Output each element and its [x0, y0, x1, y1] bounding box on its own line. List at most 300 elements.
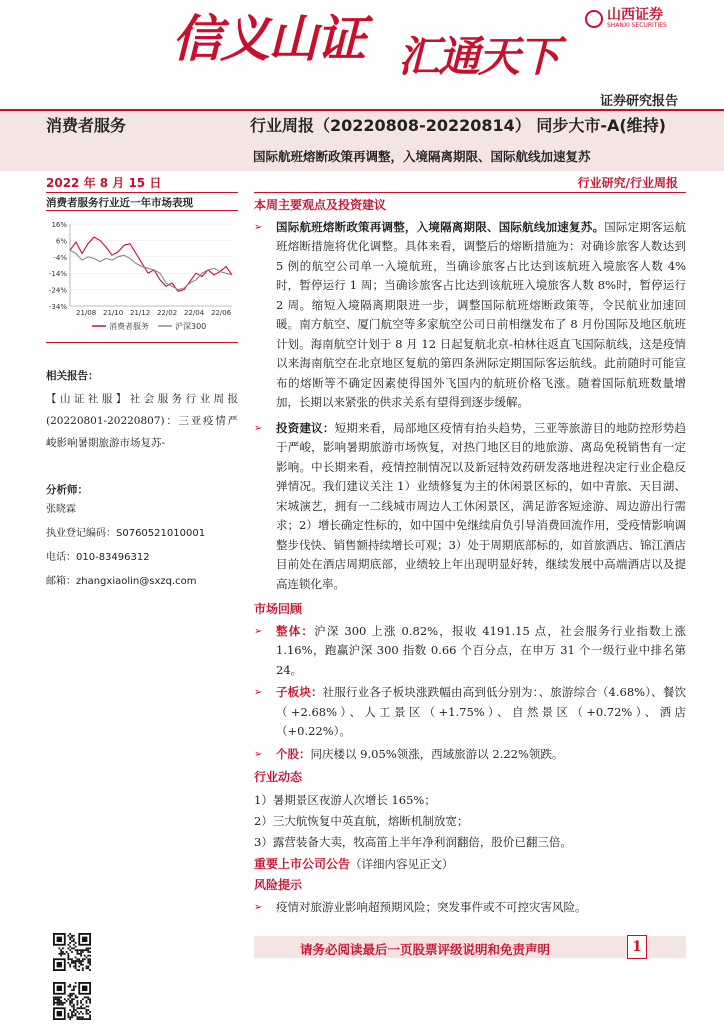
views-bullet-1-text: 国际定期客运航班熔断措施将优化调整。具体来看，调整后的熔断措施为：对确诊旅客人数达到 5 例的航空公司单一入境航班，当确诊旅客占比达到该航班入境旅客人数 4%时，暂停运行 1 周；当确诊旅客占比达到该航班入境旅客人数 8%时，暂停运行 2 周。缩短入境隔离期限进一步，调整国际航班熔断政策等，令民航业加速回暖。南方航空、厦门航空等多家航空公司日前相继发布了 8 月份国际及地区航班计划。海南航空计划于 8 月 12 日起复航北京-柏林往返直飞国际航线，这是疫情以来海南航空在北京地区复航的第四条洲际定期国际客运航线。此前随时可能宣布的熔断等不确定因素使得国外飞国内的航班价格飞涨。随着国际航班数量增加，长期以来紧张的供求关系有望得到逐步缓解。: [276, 219, 687, 409]
qr-module: [73, 966, 75, 968]
qr-module: [80, 962, 82, 964]
qr-module: [86, 967, 88, 969]
qr-module: [69, 949, 71, 951]
qr-module: [84, 949, 86, 951]
qr-module: [82, 964, 84, 966]
qr-module: [60, 996, 62, 998]
qr-module: [64, 998, 66, 1000]
qr-module: [82, 937, 87, 942]
qr-module: [73, 947, 75, 949]
qr-module: [80, 1002, 82, 1004]
qr-module: [73, 1015, 75, 1017]
market-bullet-1: [254, 622, 686, 681]
section-industry-title: 行业动态: [254, 770, 303, 784]
qr-module: [57, 1011, 62, 1016]
qr-module: [86, 1009, 88, 1011]
qr-module: [60, 953, 62, 955]
qr-module: [75, 1015, 77, 1017]
qr-module: [82, 1007, 84, 1009]
qr-module: [75, 1009, 77, 1011]
qr-module: [77, 949, 79, 951]
market-bullet-2: [254, 683, 686, 742]
qr-module: [80, 1018, 82, 1020]
qr-module: [67, 986, 69, 988]
qr-module: [53, 1004, 55, 1006]
chart-bottom-rule: [46, 342, 238, 343]
report-subtitle: 国际航班熔断政策再调整，入境隔离期限、国际航线加速复苏: [253, 149, 591, 164]
qr-module: [77, 960, 79, 962]
qr-module: [86, 1002, 88, 1004]
x-tick-label: 21/08: [76, 309, 97, 317]
qr-module: [80, 960, 82, 962]
qr-module: [78, 960, 80, 962]
qr-module: [57, 1002, 59, 1004]
y-tick-label: -34%: [48, 303, 67, 311]
qr-module: [78, 1007, 80, 1009]
qr-module: [87, 966, 89, 968]
qr-module: [71, 947, 73, 949]
qr-module: [75, 962, 77, 964]
market-performance-chart: [40, 214, 238, 338]
qr-module: [77, 969, 79, 971]
qr-module: [71, 935, 73, 937]
qr-module: [58, 998, 60, 1000]
qr-module: [86, 957, 88, 959]
qr-module: [89, 1015, 91, 1017]
title-band-rule: [0, 109, 724, 111]
qr-module: [87, 958, 89, 960]
industry-item-2: 2）三大航恢复中英直航，熔断机制放宽；: [254, 813, 469, 828]
qr-module: [89, 962, 91, 964]
qr-module: [75, 957, 77, 959]
qr-module: [73, 1006, 75, 1008]
qr-module: [73, 1007, 75, 1009]
qr-module: [78, 1018, 80, 1020]
qr-module: [89, 1018, 91, 1020]
qr-module: [82, 1013, 84, 1015]
y-tick-label: 6%: [55, 237, 67, 246]
qr-module: [80, 1000, 82, 1002]
qr-module: [84, 1018, 86, 1020]
qr-module: [78, 966, 80, 968]
qr-module: [87, 967, 89, 969]
logo-mark-icon: [585, 10, 603, 28]
qr-module: [89, 955, 91, 957]
qr-module: [75, 960, 77, 962]
qr-module: [58, 947, 60, 949]
qr-module: [57, 962, 62, 967]
qr-module: [69, 933, 71, 935]
sector-name: 消费者服务: [46, 116, 127, 135]
qr-module: [71, 940, 73, 942]
qr-module: [55, 998, 57, 1000]
views-bullet-2-lead: 投资建议：: [276, 420, 335, 435]
right-rule: [254, 192, 686, 193]
qr-module: [73, 962, 75, 964]
qr-module: [75, 946, 77, 948]
company-logo: [585, 8, 667, 29]
qr-module: [62, 1004, 64, 1006]
logo-cn: 山西证券: [607, 7, 663, 23]
qr-module: [58, 1004, 60, 1006]
qr-module: [69, 1000, 71, 1002]
qr-module: [86, 1011, 88, 1013]
qr-module: [87, 1009, 89, 1011]
qr-module: [60, 955, 62, 957]
triangle-right-icon: ➢: [254, 221, 263, 233]
qr-module: [75, 964, 77, 966]
qr-module: [82, 969, 84, 971]
qr-module: [75, 996, 77, 998]
qr-module: [67, 957, 69, 959]
qr-module: [87, 947, 89, 949]
qr-module: [67, 998, 69, 1000]
qr-module: [69, 942, 71, 944]
qr-module: [87, 949, 89, 951]
market-bullet-1-text: 沪深 300 上涨 0.82%，报收 4191.15 点，社会服务行业指数上涨 1.16%，跑赢沪深 300 指数 0.66 个百分点，在申万 31 个一级行业中排名第 24。: [276, 623, 686, 677]
qr-module: [77, 1007, 79, 1009]
qr-module: [71, 937, 73, 939]
risk-text: 疫情对旅游业影响超预期风险；突发事件或不可控灾害风险。: [276, 899, 587, 914]
x-tick-label: 21/10: [103, 309, 124, 317]
qr-module: [86, 996, 88, 998]
analyst-email[interactable]: 邮箱：zhangxiaolin@sxzq.com: [46, 576, 197, 587]
qr-module: [77, 958, 79, 960]
qr-module: [67, 953, 69, 955]
qr-module: [73, 938, 75, 940]
qr-module: [87, 955, 89, 957]
qr-module: [55, 996, 57, 998]
qr-module: [77, 996, 79, 998]
qr-module: [57, 1004, 59, 1006]
qr-module: [89, 951, 91, 953]
qr-module: [80, 951, 82, 953]
section-risk-title: 风险提示: [254, 878, 303, 892]
qr-module: [89, 998, 91, 1000]
qr-module: [69, 993, 71, 995]
qr-module: [71, 993, 73, 995]
section-views-title: 本周主要观点及投资建议: [254, 198, 387, 212]
qr-module: [53, 1000, 55, 1002]
qr-module: [57, 986, 62, 991]
qr-module: [80, 1006, 82, 1008]
qr-module: [87, 1006, 89, 1008]
y-tick-label: -14%: [48, 270, 67, 279]
qr-module: [78, 969, 80, 971]
qr-module: [78, 962, 80, 964]
qr-module: [73, 935, 75, 937]
analyst-label: 分析师：: [46, 484, 88, 496]
qr-module: [69, 964, 71, 966]
qr-module: [89, 1016, 91, 1018]
qr-module: [75, 949, 77, 951]
qr-module: [78, 953, 80, 955]
qr-module: [84, 996, 86, 998]
report-title: 行业周报（20220808-20220814） 同步大市-A(维持): [250, 116, 666, 135]
y-tick-label: -24%: [48, 286, 67, 295]
qr-module: [82, 960, 84, 962]
qr-module: [89, 958, 91, 960]
section-market-title: 市场回顾: [254, 602, 303, 616]
qr-module: [84, 1007, 86, 1009]
qr-module: [86, 947, 88, 949]
qr-module: [80, 964, 82, 966]
triangle-right-icon: ➢: [254, 687, 263, 698]
qr-module: [77, 953, 79, 955]
qr-module: [64, 1002, 66, 1004]
qr-module: [67, 955, 69, 957]
qr-module: [86, 966, 88, 968]
qr-module: [73, 987, 75, 989]
qr-module: [69, 986, 71, 988]
qr-module: [58, 953, 60, 955]
qr-module: [77, 1018, 79, 1020]
analyst-phone: 电话：010-83496312: [46, 552, 150, 563]
qr-module: [73, 998, 75, 1000]
slogan-part2: 汇通天下: [398, 32, 559, 81]
qr-module: [62, 953, 64, 955]
qr-module: [60, 1004, 62, 1006]
qr-module: [66, 1000, 68, 1002]
related-label: 相关报告：: [46, 370, 99, 382]
qr-module: [67, 962, 69, 964]
left-rule: [46, 192, 238, 193]
qr-module: [67, 947, 69, 949]
industry-item-3: 3）露营装备大卖，牧高笛上半年净利润翻倍，股价已翻三倍。: [254, 834, 572, 849]
qr-module: [82, 986, 87, 991]
qr-module: [60, 1002, 62, 1004]
qr-module: [77, 1011, 79, 1013]
triangle-right-icon: ➢: [254, 748, 263, 760]
qr-module: [82, 951, 84, 953]
qr-module: [86, 1018, 88, 1020]
qr-module: [71, 1011, 73, 1013]
qr-module: [69, 1016, 71, 1018]
qr-module: [82, 967, 84, 969]
qr-module: [87, 1013, 89, 1015]
qr-module: [73, 993, 75, 995]
related-report-link[interactable]: 【山证社服】社会服务行业周报(20220801-20220807)：三亚疫情严峻影响暑期旅游市场复苏-: [46, 393, 238, 449]
qr-module: [80, 1011, 82, 1013]
qr-module: [80, 1007, 82, 1009]
qr-module: [69, 995, 71, 997]
qr-module: [71, 1013, 73, 1015]
qr-module: [60, 1000, 62, 1002]
analyst-name: 张晓霖: [46, 504, 76, 515]
qr-module: [80, 953, 82, 955]
qr-module: [69, 984, 71, 986]
qr-module: [71, 998, 73, 1000]
qr-module: [75, 982, 77, 984]
qr-module: [89, 1011, 91, 1013]
logo-en: SHANXI SECURITIES: [607, 22, 667, 29]
announcement-note: （详细内容见正文）: [350, 856, 454, 871]
qr-module: [73, 960, 75, 962]
qr-module: [75, 942, 77, 944]
x-tick-label: 21/12: [130, 309, 151, 317]
qr-module: [71, 995, 73, 997]
qr-module: [86, 1006, 88, 1008]
qr-module: [60, 949, 62, 951]
qr-module: [78, 1013, 80, 1015]
qr-module: [77, 1016, 79, 1018]
qr-module: [77, 1000, 79, 1002]
qr-module: [82, 998, 84, 1000]
qr-module: [69, 937, 71, 939]
qr-module: [71, 1006, 73, 1008]
qr-module: [86, 1000, 88, 1002]
qr-module: [73, 940, 75, 942]
qr-module: [80, 955, 82, 957]
market-bullet-1-lead: 整体：: [276, 623, 315, 638]
analyst-cert: 执业登记编码：S0760521010001: [46, 528, 206, 539]
qr-module: [82, 1004, 84, 1006]
qr-module: [73, 1009, 75, 1011]
qr-module: [53, 996, 55, 998]
risk-bullet: [254, 898, 686, 918]
qr-module: [71, 960, 73, 962]
qr-module: [71, 958, 73, 960]
qr-module: [73, 986, 75, 988]
qr-module: [89, 960, 91, 962]
qr-module: [78, 1016, 80, 1018]
qr-module: [89, 1000, 91, 1002]
qr-module: [69, 1009, 71, 1011]
triangle-right-icon: ➢: [254, 901, 263, 913]
qr-module: [57, 998, 59, 1000]
qr-module: [67, 1016, 69, 1018]
main-content: [254, 194, 686, 917]
qr-module: [87, 996, 89, 998]
market-bullet-3-lead: 个股：: [276, 746, 311, 761]
qr-module: [75, 995, 77, 997]
qr-module: [53, 998, 55, 1000]
triangle-right-icon: ➢: [254, 625, 263, 637]
qr-module: [87, 962, 89, 964]
industry-item-1: 1）暑期景区夜游人次增长 165%；: [254, 792, 436, 807]
report-date: 2022 年 8 月 15 日: [46, 176, 162, 190]
footer-disclaimer[interactable]: 请务必阅读最后一页股票评级说明和免责声明: [300, 942, 551, 957]
qr-module: [71, 1016, 73, 1018]
qr-module: [73, 1004, 75, 1006]
qr-module: [69, 996, 71, 998]
qr-module: [53, 1002, 55, 1004]
qr-module: [57, 1000, 59, 1002]
qr-module: [73, 944, 75, 946]
qr-module: [86, 949, 88, 951]
qr-module: [66, 951, 68, 953]
qr-module: [84, 958, 86, 960]
views-bullet-1: [254, 218, 686, 413]
qr-module: [57, 937, 62, 942]
qr-module: [75, 1013, 77, 1015]
legend-label: 消费者服务: [109, 322, 149, 331]
qr-module: [69, 1004, 71, 1006]
qr-module: [60, 951, 62, 953]
qr-module: [77, 951, 79, 953]
qr-module: [73, 1011, 75, 1013]
qr-module: [73, 989, 75, 991]
announcement-line: [254, 855, 686, 875]
market-bullet-3-text: 同庆楼以 9.05%领涨，西域旅游以 2.22%领跌。: [310, 746, 564, 761]
qr-module: [71, 1015, 73, 1017]
qr-module: [87, 1018, 89, 1020]
qr-module: [75, 967, 77, 969]
qr-module: [69, 1002, 71, 1004]
qr-module: [62, 947, 64, 949]
market-bullet-3: [254, 745, 686, 765]
page-number: 1: [627, 935, 647, 959]
x-tick-label: 22/04: [184, 309, 205, 317]
qr-module: [89, 964, 91, 966]
qr-module: [67, 958, 69, 960]
qr-module: [87, 960, 89, 962]
qr-module: [71, 951, 73, 953]
qr-module: [82, 1016, 84, 1018]
slogan-part1: 信义山证: [172, 9, 364, 68]
qr-module: [80, 1016, 82, 1018]
views-bullet-1-lead: 国际航班熔断政策再调整，入境隔离期限、国际航线加速复苏。: [276, 219, 605, 234]
qr-module: [89, 947, 91, 949]
qr-module: [77, 1004, 79, 1006]
qr-module: [82, 1018, 84, 1020]
qr-module: [58, 996, 60, 998]
qr-module: [71, 1000, 73, 1002]
market-bullet-2-text: 社服行业各子板块涨跌幅由高到低分别为：、旅游综合（4.68%）、餐饮（+2.68%）、人工景区（+1.75%）、自然景区（+0.72%）、酒店（+0.22%）。: [276, 685, 687, 738]
qr-module: [58, 1000, 60, 1002]
chart-rule: [46, 210, 238, 211]
qr-module: [75, 966, 77, 968]
chart-title: 消费者服务行业近一年市场表现: [46, 197, 193, 209]
qr-module: [87, 951, 89, 953]
qr-module: [89, 1002, 91, 1004]
report-category: 行业研究/行业周报: [577, 176, 678, 190]
qr-module: [69, 1018, 71, 1020]
x-tick-label: 22/02: [157, 309, 178, 317]
qr-module: [78, 958, 80, 960]
qr-module: [84, 955, 86, 957]
qr-module: [82, 949, 84, 951]
x-tick-label: 22/06: [211, 309, 232, 317]
qr-module: [67, 935, 69, 937]
market-bullet-2-lead: 子板块：: [276, 685, 323, 699]
qr-module: [80, 949, 82, 951]
views-bullet-2-text: 短期来看，局部地区疫情有抬头趋势，三亚等旅游目的地防控形势趋于严峻，影响暑期旅游市场恢复，对热门地区目的地旅游、离岛免税销售有一定影响。中长期来看，疫情控制情况以及新冠特效药研发落地进程决定行业企稳反弹情况。我们建议关注 1）业绩修复为主的休闲景区标的，如中青旅、天目湖、宋城演艺，拥有一二线城市周边人工休闲景区，满足游客短途游、周边游出行需求；2）增长确定性标的，如中国中免继续肩负引导消费回流作用，受疫情影响调整步伐快、销售额持续增长可观；3）处于周期底部标的，如首旅酒店、锦江酒店目前处在酒店周期底部，业绩较上年出现明显好转，继续发展中高端酒店以及提高连锁化率。: [276, 420, 687, 591]
qr-module: [67, 944, 69, 946]
qr-module: [62, 1002, 64, 1004]
qr-module: [55, 1002, 57, 1004]
qr-module: [86, 1013, 88, 1015]
qr-module: [77, 1002, 79, 1004]
y-tick-label: -4%: [53, 253, 67, 262]
qr-module: [71, 1002, 73, 1004]
qr-module: [69, 966, 71, 968]
qr-module: [67, 1015, 69, 1017]
qr-module: [69, 958, 71, 960]
series-line-1: [70, 250, 232, 289]
report-type: 证券研究报告: [599, 94, 678, 109]
qr-code-icon: [53, 933, 91, 971]
qr-module: [62, 951, 64, 953]
qr-module: [75, 986, 77, 988]
qr-module: [82, 958, 84, 960]
triangle-right-icon: ➢: [254, 422, 263, 434]
qr-module: [69, 938, 71, 940]
views-bullet-2: [254, 419, 686, 595]
qr-module: [78, 949, 80, 951]
qr-module: [87, 998, 89, 1000]
series-line-0: [70, 237, 232, 291]
